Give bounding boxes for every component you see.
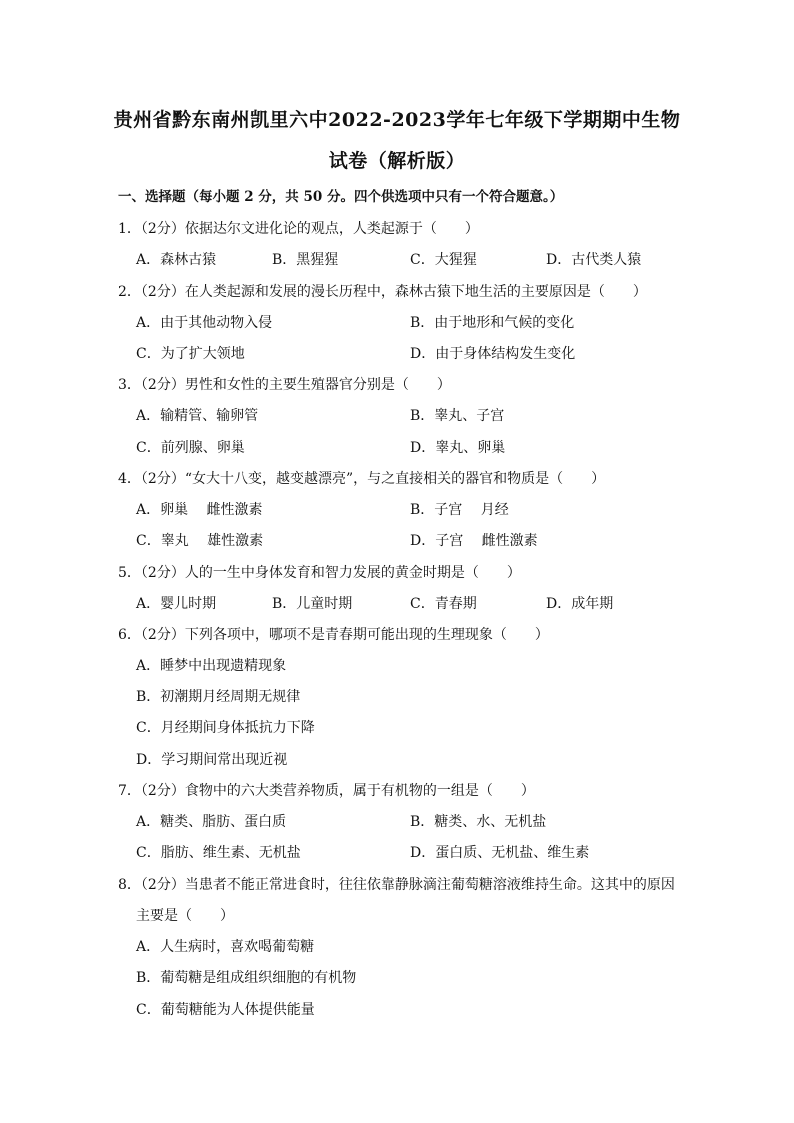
question-7-option-a: A．糖类、脂肪、蛋白质 xyxy=(136,814,287,830)
question-text: （2分）在人类起源和发展的漫长历程中，森林古猿下地生活的主要原因是（ ） xyxy=(140,284,647,300)
question-8-option-c: C．葡萄糖能为人体提供能量 xyxy=(136,1002,315,1018)
question-3-stem xyxy=(118,374,451,394)
question-6-option-c: C．月经期间身体抵抗力下降 xyxy=(136,720,315,736)
question-5-option-c: C．青春期 xyxy=(410,596,477,612)
question-1-option-a: A．森林古猿 xyxy=(136,252,217,268)
question-1-stem xyxy=(118,218,479,238)
question-7-stem xyxy=(118,780,535,800)
question-4-option-d: D．子宫 雌性激素 xyxy=(410,533,538,549)
question-number: 8． xyxy=(118,877,141,893)
question-7-option-d: D．蛋白质、无机盐、维生素 xyxy=(410,845,590,861)
question-5-option-d: D．成年期 xyxy=(546,596,614,612)
question-8-stem xyxy=(118,874,675,894)
question-4-option-b: B．子宫 月经 xyxy=(410,502,509,518)
question-6-stem xyxy=(118,624,549,644)
question-text: （2分）人的一生中身体发育和智力发展的黄金时期是（ ） xyxy=(140,565,521,581)
question-7-option-b: B．糖类、水、无机盐 xyxy=(410,814,547,830)
question-3-option-d: D．睾丸、卵巢 xyxy=(410,440,506,456)
question-number: 6． xyxy=(118,627,141,643)
question-number: 3． xyxy=(118,377,141,393)
question-text: （2分）男性和女性的主要生殖器官分别是（ ） xyxy=(140,377,451,393)
question-text: （2分）依据达尔文进化论的观点，人类起源于（ ） xyxy=(140,221,479,237)
question-8-option-b: B．葡萄糖是组成组织细胞的有机物 xyxy=(136,970,357,986)
question-3-option-c: C．前列腺、卵巢 xyxy=(136,440,245,456)
question-7-option-c: C．脂肪、维生素、无机盐 xyxy=(136,845,301,861)
exam-title-line2: 试卷（解析版） xyxy=(328,150,466,172)
question-3-option-a: A．输精管、输卵管 xyxy=(136,408,259,424)
question-1-option-c: C．大猩猩 xyxy=(410,252,477,268)
question-2-option-d: D．由于身体结构发生变化 xyxy=(410,346,576,362)
question-number: 2． xyxy=(118,284,141,300)
question-5-option-a: A．婴儿时期 xyxy=(136,596,217,612)
question-4-option-a: A．卵巢 雌性激素 xyxy=(136,502,263,518)
question-8-option-a: A．人生病时，喜欢喝葡萄糖 xyxy=(136,939,315,955)
exam-title-line1: 贵州省黔东南州凯里六中2022-2023学年七年级下学期期中生物 xyxy=(113,109,681,131)
question-text: （2分）“女大十八变，越变越漂亮”，与之直接相关的器官和物质是（ ） xyxy=(140,471,606,487)
question-1-option-d: D．古代类人猿 xyxy=(546,252,642,268)
question-2-option-a: A．由于其他动物入侵 xyxy=(136,315,273,331)
question-number: 4． xyxy=(118,471,141,487)
question-text: （2分）下列各项中，哪项不是青春期可能出现的生理现象（ ） xyxy=(140,627,549,643)
question-2-option-b: B．由于地形和气候的变化 xyxy=(410,315,575,331)
question-2-stem xyxy=(118,281,647,301)
question-4-option-c: C．睾丸 雄性激素 xyxy=(136,533,264,549)
question-8-stem-continued: 主要是（ ） xyxy=(136,908,234,924)
question-6-option-a: A．睡梦中出现遗精现象 xyxy=(136,658,287,674)
question-6-option-d: D．学习期间常出现近视 xyxy=(136,752,288,768)
question-1-option-b: B．黑猩猩 xyxy=(272,252,339,268)
question-text: （2分）当患者不能正常进食时，往往依靠静脉滴注葡萄糖溶液维持生命。这其中的原因 xyxy=(140,877,675,893)
question-3-option-b: B．睾丸、子宫 xyxy=(410,408,505,424)
question-text: （2分）食物中的六大类营养物质，属于有机物的一组是（ ） xyxy=(140,783,535,799)
question-2-option-c: C．为了扩大领地 xyxy=(136,346,245,362)
question-number: 5． xyxy=(118,565,141,581)
question-5-option-b: B．儿童时期 xyxy=(272,596,353,612)
question-number: 1． xyxy=(118,221,141,237)
question-number: 7． xyxy=(118,783,141,799)
question-4-stem xyxy=(118,468,605,488)
question-5-stem xyxy=(118,562,521,582)
question-6-option-b: B．初潮期月经周期无规律 xyxy=(136,689,301,705)
section-heading: 一、选择题（每小题 2 分，共 50 分。四个供选项中只有一个符合题意。） xyxy=(118,189,564,205)
